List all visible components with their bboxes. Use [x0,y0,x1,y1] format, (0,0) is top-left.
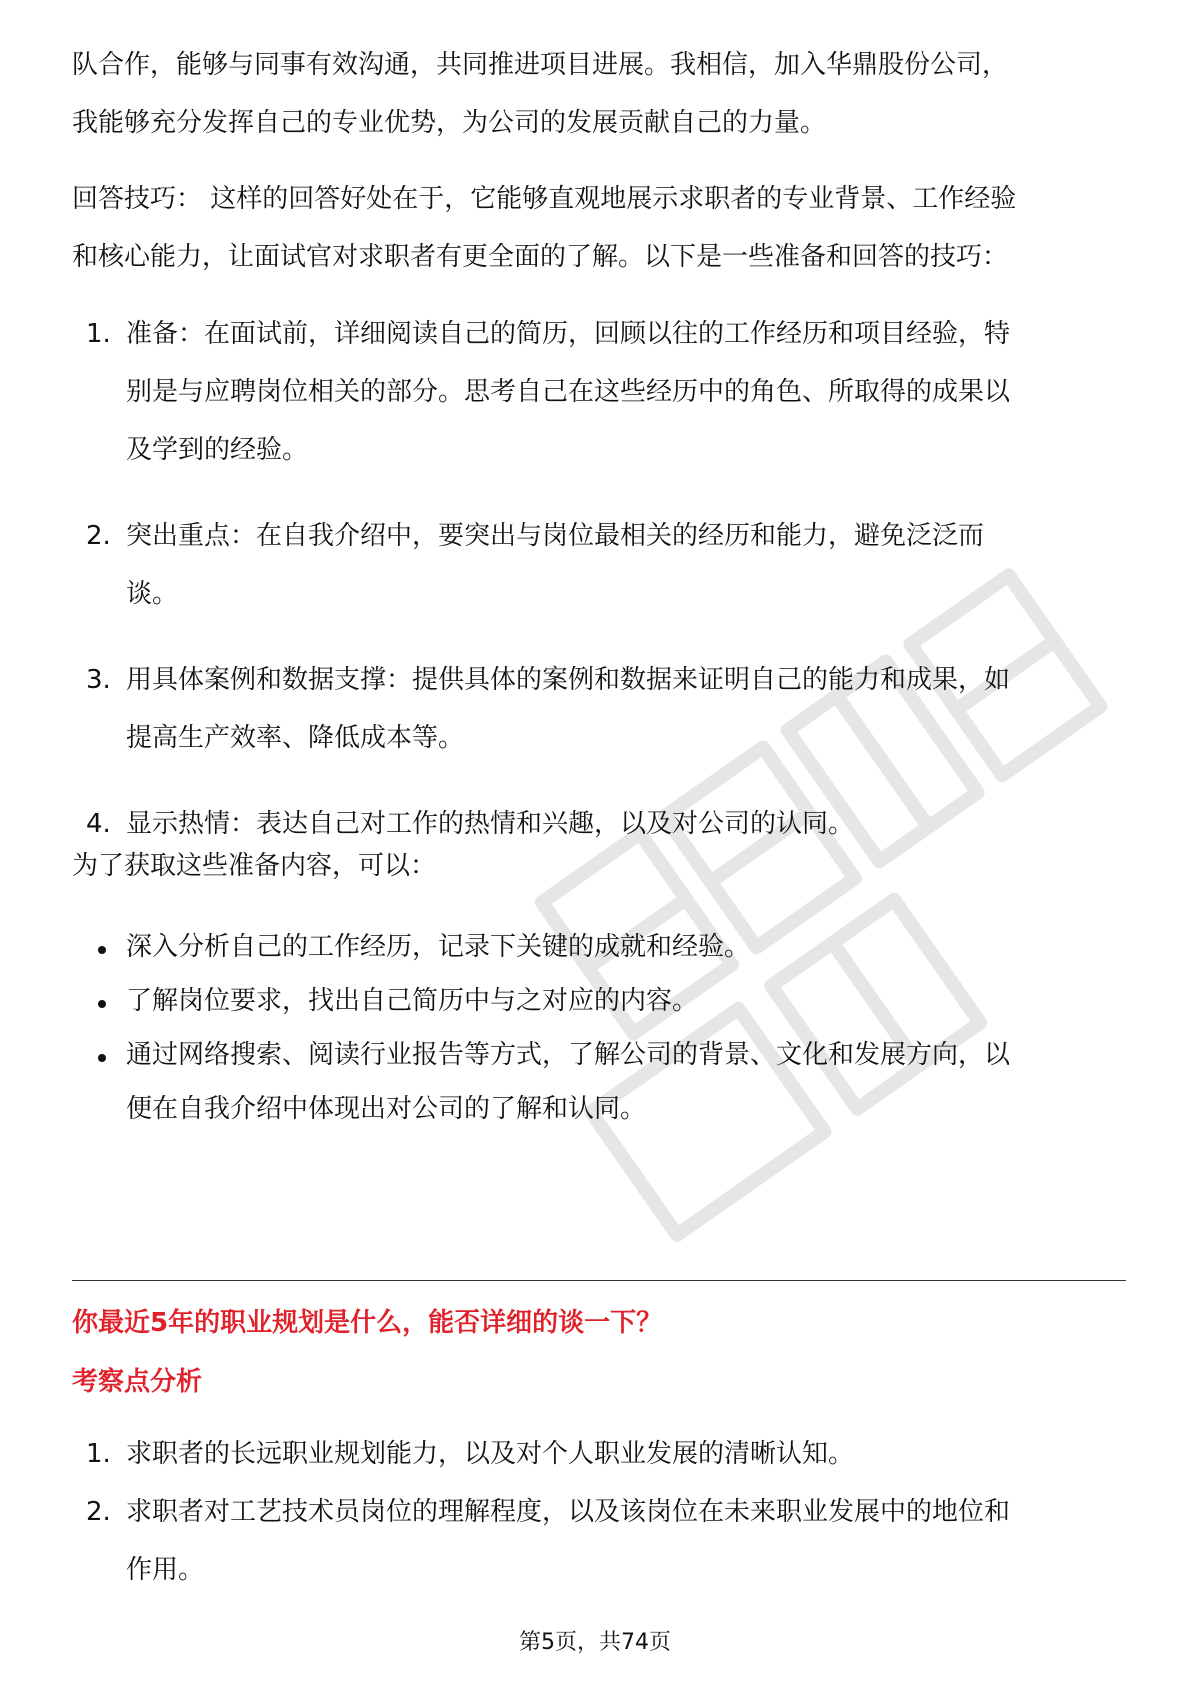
prep-intro: 为了获取这些准备内容，可以： [72,851,437,881]
list-item-text: 突出重点：在自我介绍中，要突出与岗位最相关的经历和能力，避免泛泛而 [126,521,985,551]
analysis-list [72,1425,1122,1599]
steps-list [72,305,1122,853]
list-item-text: 谈。 [126,579,179,609]
intro-line-1: 队合作，能够与同事有效沟通，共同推进项目进展。我相信，加入华鼎股份公司， [72,50,1009,80]
list-item [72,651,1122,767]
list-item-text: 作用。 [126,1555,205,1585]
list-item [72,1028,1122,1136]
list-item [72,305,1122,479]
list-item-text: 深入分析自己的工作经历，记录下关键的成就和经验。 [126,932,751,962]
list-number: 4. [86,809,111,839]
list-item-text: 显示热情：表达自己对工作的热情和兴趣，以及对公司的认同。 [126,809,855,839]
list-item-text: 通过网络搜索、阅读行业报告等方式，了解公司的背景、文化和发展方向，以 [126,1040,1011,1070]
analysis-heading: 考察点分析 [72,1367,203,1397]
list-item-text: 及学到的经验。 [126,435,309,465]
tips-paragraph [72,170,1122,286]
list-item-text: 别是与应聘岗位相关的部分。思考自己在这些经历中的角色、所取得的成果以 [126,377,1011,407]
bullet-dot [98,946,106,954]
list-item-text: 了解岗位要求，找出自己简历中与之对应的内容。 [126,986,699,1016]
bullet-dot [98,1054,106,1062]
list-number: 2. [86,1497,111,1527]
list-item-text: 提高生产效率、降低成本等。 [126,723,465,753]
bullet-dot [98,1000,106,1008]
tips-line-2: 和核心能力，让面试官对求职者有更全面的了解。以下是一些准备和回答的技巧： [72,242,1009,272]
list-item [72,507,1122,623]
question-title: 你最近5年的职业规划是什么，能否详细的谈一下？ [72,1308,663,1338]
list-item-text: 求职者对工艺技术员岗位的理解程度，以及该岗位在未来职业发展中的地位和 [126,1497,1011,1527]
intro-line-2: 我能够充分发挥自己的专业优势，为公司的发展贡献自己的力量。 [72,108,827,138]
list-item [72,920,1122,974]
section-divider [72,1280,1126,1281]
list-number: 3. [86,665,111,695]
list-item-text: 便在自我介绍中体现出对公司的了解和认同。 [126,1094,647,1124]
page-footer: 第5页，共74页 [519,1630,671,1655]
list-item [72,974,1122,1028]
prep-bullets [72,920,1122,1136]
list-item [72,1483,1122,1599]
list-item-text: 用具体案例和数据支撑：提供具体的案例和数据来证明自己的能力和成果，如 [126,665,1011,695]
tips-line-1: 回答技巧： 这样的回答好处在于，它能够直观地展示求职者的专业背景、工作经验 [72,184,1017,214]
list-number: 1. [86,1439,111,1469]
intro-paragraph [72,36,1122,152]
list-item-text: 准备：在面试前，详细阅读自己的简历，回顾以往的工作经历和项目经验，特 [126,319,1011,349]
list-number: 2. [86,521,111,551]
list-item [72,1425,1122,1483]
list-number: 1. [86,319,111,349]
list-item-text: 求职者的长远职业规划能力，以及对个人职业发展的清晰认知。 [126,1439,855,1469]
